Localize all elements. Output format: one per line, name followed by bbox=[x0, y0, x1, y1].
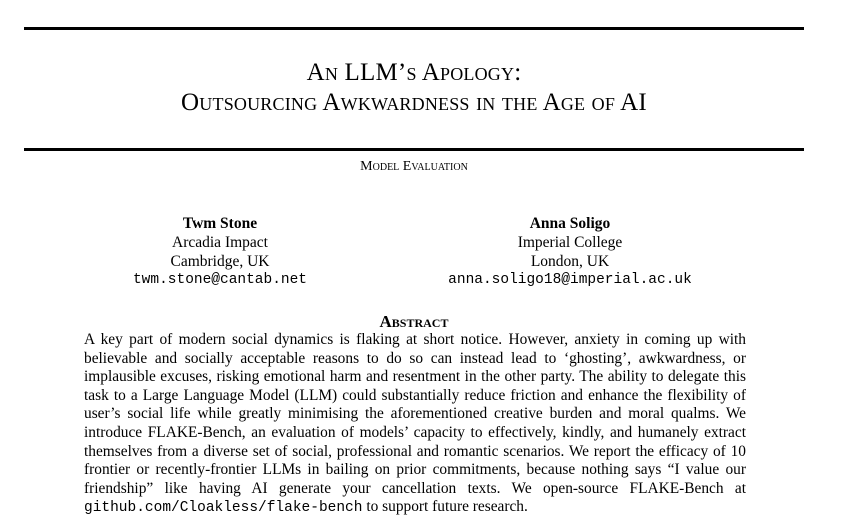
title-line-2: Outsourcing Awkwardness in the Age of AI bbox=[181, 89, 647, 116]
section-label: Model Evaluation bbox=[360, 159, 468, 174]
abstract-heading: Abstract bbox=[379, 312, 449, 331]
abstract-text: A key part of modern social dynamics is flaking at short notice. However, anxiety in coming up with believable and socially acceptable reasons to do so can instead lead to ‘ghosting’, awkwardness, or implausible excuses, risking emotional harm and resentment in the other party. The ability to delegate this task to a Large Language Model (LLM) could substantially reduce friction and enhance the flexibility of user’s social life while greatly minimising the aforementioned creative burden and moral qualms. We introduce FLAKE-Bench, an evaluation of models’ capacity to effectively, kindly, and humanely extract themselves from a diverse set of social, professional and romantic scenarios. We report the efficacy of 10 frontier or recently-frontier LLMs in bailing on prior commitments, because nothing says “I value our friendship” like having AI generate your cancellation texts. We open-source FLAKE-Bench at bbox=[84, 331, 746, 497]
author-name: Twm Stone bbox=[182, 215, 258, 232]
author-email[interactable]: anna.soligo18@imperial.ac.uk bbox=[448, 272, 692, 288]
author-affiliation: Imperial College bbox=[517, 234, 623, 251]
repo-link[interactable]: github.com/Cloakless/flake-bench bbox=[84, 500, 363, 517]
abstract-body bbox=[84, 331, 746, 518]
top-rule bbox=[24, 27, 804, 30]
author-block-1 bbox=[90, 214, 350, 290]
author-affiliation: Arcadia Impact bbox=[172, 234, 268, 251]
bottom-rule bbox=[24, 148, 804, 151]
title-line-1: An LLM’s Apology: bbox=[306, 59, 522, 86]
author-email[interactable]: twm.stone@cantab.net bbox=[132, 272, 308, 288]
abstract-text-end: to support future research. bbox=[366, 498, 528, 516]
author-location: Cambridge, UK bbox=[170, 253, 270, 270]
paper-title bbox=[24, 58, 804, 118]
author-block-2 bbox=[410, 214, 730, 290]
author-location: London, UK bbox=[530, 253, 610, 270]
author-name: Anna Soligo bbox=[529, 215, 611, 232]
